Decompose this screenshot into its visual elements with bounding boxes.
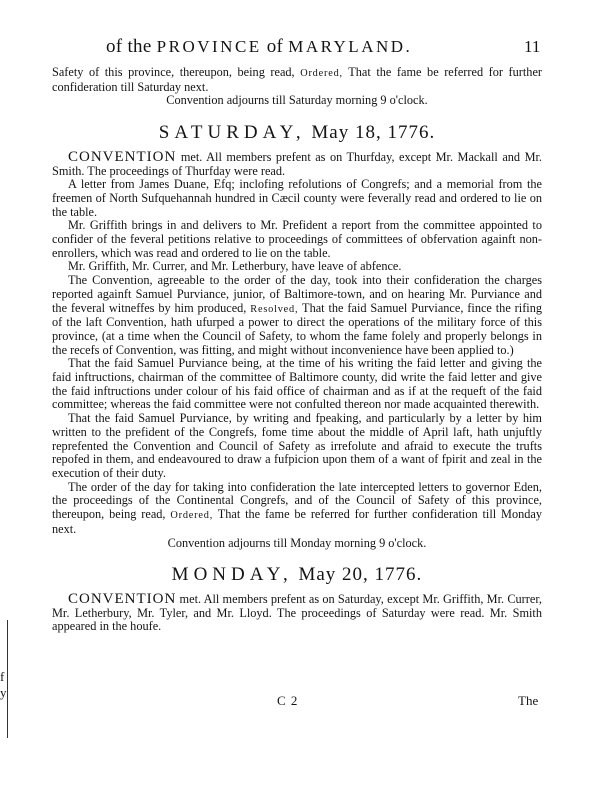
binding-edge-line xyxy=(7,620,8,738)
paragraph: CONVENTION met. All members prefent as on Thurfday, except Mr. Mackall and Mr. Smith. The proceedings of Thurfday were read. xyxy=(52,148,542,178)
paragraph: That the faid Samuel Purviance, by writing and fpeaking, and particularly by a letter by him written to the prefident of the Congrefs, fome time about the middle of April laft, hath unjuftly reprefented the Convention and Council of Safety as irrefolute and afraid to execute the trufts repofed in them, and endeavoured to draw a fufpicion upon them of a want of fpirit and zeal in the execution of their duty. xyxy=(52,411,542,480)
resolved-keyword: Resolved, xyxy=(250,303,299,315)
heading-day: MONDAY, xyxy=(171,564,293,586)
catchword: The xyxy=(518,693,539,708)
signature-mark: C 2 xyxy=(277,693,299,708)
paragraph: A letter from James Duane, Efq; inclofing refolutions of Congrefs; and a memorial from the freemen of North Sufquehannah hundred in Cæcil county were feverally read and ordered to lie on the table. xyxy=(52,177,542,219)
paragraph: That the faid Samuel Purviance being, at the time of his writing the faid letter and giving the faid inftructions, chairman of the committee of Baltimore county, did write the faid letter and give the faid inftructions under colour of his faid office of chairman and as if at the requeft of the faid committee; whereas the faid committee were not confulted thereon nor made acquainted therewith. xyxy=(52,356,542,412)
page-header xyxy=(0,36,600,62)
paragraph: Mr. Griffith brings in and delivers to Mr. Prefident a report from the committee appointed to confider of the feveral petitions relative to proceedings of committees of obfervation againft non-enrollers, which was read and ordered to lie on the table. xyxy=(52,218,542,260)
convention-word: CONVENTION xyxy=(68,590,177,607)
paragraph: Mr. Griffith, Mr. Currer, and Mr. Letherbury, have leave of abfence. xyxy=(68,259,402,274)
page-footer xyxy=(0,693,600,711)
running-head-maryland: MARYLAND. xyxy=(288,37,413,56)
running-head xyxy=(106,36,412,58)
document-body xyxy=(52,66,542,634)
adjourn-line: Convention adjourns till Saturday morning 9 o'clock. xyxy=(166,93,428,108)
page-number: 11 xyxy=(524,37,541,56)
margin-fragment: f xyxy=(0,669,5,684)
heading-date: May 18, 1776. xyxy=(311,122,436,144)
margin-fragment: y xyxy=(0,685,7,700)
section-heading-saturday xyxy=(52,122,542,144)
ordered-keyword: Ordered, xyxy=(170,510,214,522)
heading-date: May 20, 1776. xyxy=(298,564,423,586)
running-head-prefix: of the xyxy=(106,36,152,57)
running-head-of: of xyxy=(266,36,284,57)
running-head-province: PROVINCE xyxy=(156,37,262,56)
intro-paragraph: Safety of this province, thereupon, being read, Ordered, That the fame be referred for further confideration till Saturday next. xyxy=(52,65,543,94)
heading-day: SATURDAY, xyxy=(158,122,306,144)
ordered-keyword: Ordered, xyxy=(300,68,343,79)
paragraph: CONVENTION met. All members prefent as on Saturday, except Mr. Griffith, Mr. Currer, Mr. Letherbury, Mr. Tyler, and Mr. Lloyd. The proceedings of Saturday were read. Mr. Smith appeared in the houfe. xyxy=(52,590,542,634)
convention-word: CONVENTION xyxy=(68,148,177,165)
paragraph: The order of the day for taking into confideration the late intercepted letters to governor Eden, the proceedings of the Continental Congrefs, and of the Council of Safety of this province, thereupon, being read, Ordered, That the fame be referred for further confideration till Monday next. xyxy=(52,479,542,536)
adjourn-line: Convention adjourns till Monday morning 9 o'clock. xyxy=(167,535,427,550)
paragraph: The Convention, agreeable to the order of the day, took into their confideration the charges reported againft Samuel Purviance, junior, of Baltimore-town, and on hearing Mr. Purviance and the feveral witneffes by him produced, Resolved, That the faid Samuel Purviance, fince the rifing of the laft Convention, hath ufurped a power to direct the operations of the military force of this province, (at a time when the Council of Safety, to whom the fame folely and properly belongs in the recefs of Convention, was fitting, and might without inconvenience have been applied to.) xyxy=(52,273,543,357)
section-heading-monday xyxy=(52,564,542,586)
